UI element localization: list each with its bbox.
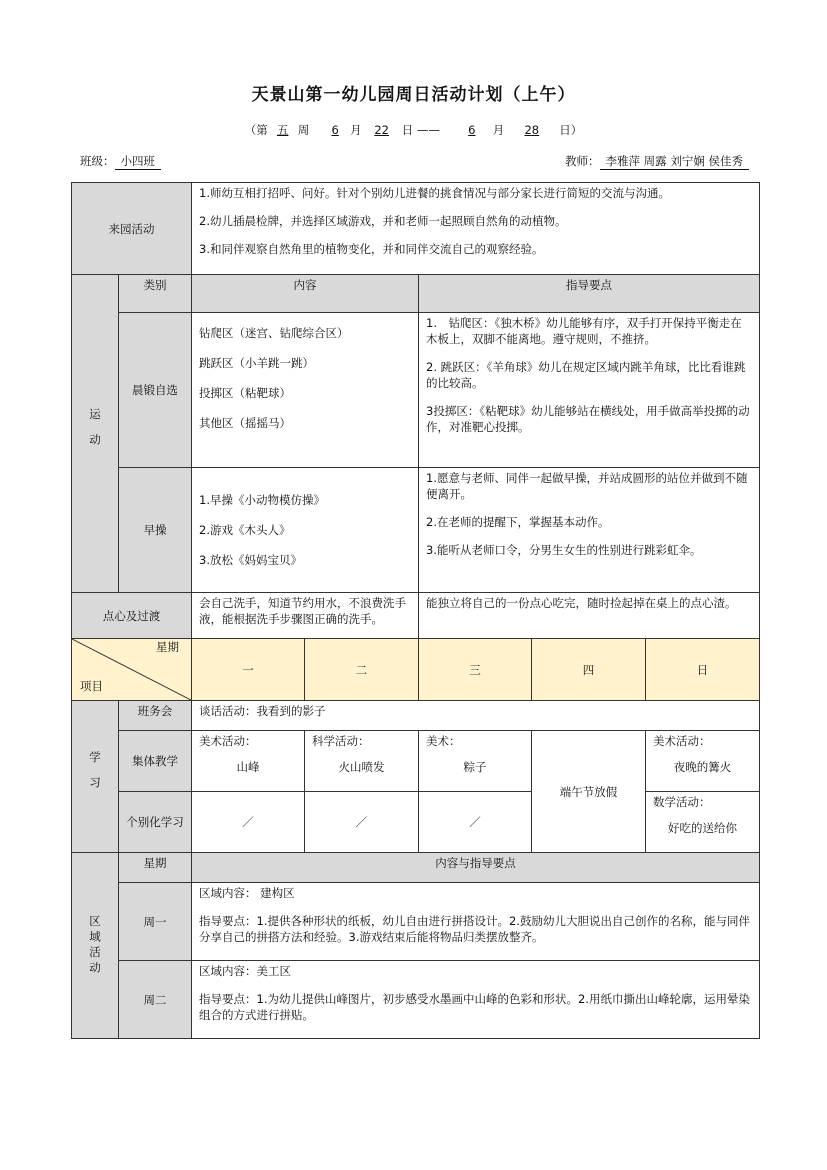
content-item: 钻爬区（迷宫、钻爬综合区） (199, 326, 349, 340)
group-teaching-label: 集体教学 (119, 731, 192, 792)
class-meeting-row (72, 701, 760, 731)
area-mon-content (192, 883, 760, 961)
activity-type: 科学活动： (312, 734, 370, 748)
content-item: 其他区（摇摇马） (199, 416, 291, 430)
content-item: 跳跃区（小羊跳一跳） (199, 356, 314, 370)
guide-item: 2. 跳跃区：《羊角球》幼儿在规定区域内跳羊角球，比比看谁跳的比较高。 (426, 360, 746, 390)
group-teaching-row (72, 731, 760, 792)
exercise-content (192, 468, 419, 593)
sport-label (72, 275, 119, 593)
area-tue-content (192, 961, 760, 1039)
month-label-2: 月 (492, 123, 505, 137)
activity-type: 数学活动： (653, 795, 711, 809)
area-week-header: 星期 (119, 853, 192, 883)
day-label: 日 —— (401, 123, 440, 137)
day-header-tue: 二 (305, 639, 419, 701)
morning-choice-content (192, 313, 419, 468)
snack-guide: 能独立将自己的一份点心吃完，随时捡起掉在桌上的点心渣。 (419, 593, 760, 639)
teacher-value: 李雅萍 周露 刘宁娴 侯佳秀 (600, 153, 749, 170)
teacher-label: 教师： (565, 154, 600, 168)
start-day: 22 (374, 123, 389, 137)
date-range (0, 122, 827, 138)
class-value: 小四班 (115, 153, 162, 170)
snack-label: 点心及过渡 (72, 593, 192, 639)
content-item: 1.早操《小动物模仿操》 (199, 493, 325, 507)
sport-label-text: 运动 (88, 408, 102, 459)
activity-topic: 粽子 (463, 760, 487, 774)
individual-wed: ／ (419, 792, 532, 853)
plan-table (71, 182, 760, 1039)
area-guide: 指导要点：1.为幼儿提供山峰图片，初步感受水墨画中山峰的色彩和形状。2.用纸巾撕出山峰轮廓，运用晕染组合的方式进行拼贴。 (199, 992, 750, 1022)
morning-choice-guide (419, 313, 760, 468)
category-header: 类别 (119, 275, 192, 313)
morning-choice-row (72, 313, 760, 468)
individual-mon: ／ (192, 792, 305, 853)
area-tue-label: 周二 (119, 961, 192, 1039)
class-meeting-label: 班务会 (119, 701, 192, 731)
content-item: 2.游戏《木头人》 (199, 523, 291, 537)
area-mon-label: 周一 (119, 883, 192, 961)
guide-item: 2.在老师的提醒下，掌握基本动作。 (426, 515, 610, 529)
month-label: 月 (350, 123, 362, 137)
corner-item-label: 项目 (80, 679, 103, 693)
teacher-info (565, 153, 749, 170)
week-number: 五 (276, 123, 289, 137)
area-guide: 指导要点：1.提供各种形状的纸板，幼儿自由进行拼搭设计。2.鼓励幼儿大胆说出自己创作的名称，能与同伴分享自己的拼搭方法和经验。3.游戏结束后能将物品归类摆放整齐。 (199, 914, 750, 944)
day-header-sun: 日 (646, 639, 760, 701)
page-title: 天景山第一幼儿园周日活动计划（上午） (251, 85, 576, 105)
snack-content: 会自己洗手，知道节约用水，不浪费洗手液，能根据洗手步骤图正确的洗手。 (192, 593, 419, 639)
activity-topic: 山峰 (236, 760, 260, 774)
activity-type: 美术活动： (653, 734, 711, 748)
guide-item: 1.愿意与老师、同伴一起做早操，并站成圆形的站位并做到不随便离开。 (426, 471, 748, 501)
area-content-header: 内容与指导要点 (192, 853, 760, 883)
end-day: 28 (524, 123, 540, 137)
area-mon-row (72, 883, 760, 961)
exercise-guide (419, 468, 760, 593)
date-close: 日） (559, 123, 583, 137)
corner-weekday-label: 星期 (156, 640, 179, 654)
group-sun (646, 731, 760, 792)
morning-choice-label: 晨锻自选 (119, 313, 192, 468)
individual-sun (646, 792, 760, 853)
activity-topic: 好吃的送给你 (668, 821, 738, 835)
guide-item: 1. 钻爬区：《独木桥》幼儿能够有序，双手打开保持平衡走在木板上，双脚不能离地。遵守规则，不推挤。 (426, 316, 742, 346)
sport-header-row (72, 275, 760, 313)
guide-header: 指导要点 (419, 275, 760, 313)
arrival-label: 来园活动 (72, 183, 192, 275)
area-tue-row (72, 961, 760, 1039)
holiday-cell: 端午节放假 (532, 731, 646, 853)
individual-learning-label: 个别化学习 (119, 792, 192, 853)
study-label-text: 学习 (88, 751, 102, 802)
end-month: 6 (468, 123, 476, 137)
area-label (72, 853, 119, 1039)
area-name: 区域内容：美工区 (199, 964, 291, 978)
exercise-row (72, 468, 760, 593)
activity-type: 美术活动： (199, 734, 257, 748)
guide-item: 3投掷区：《粘靶球》幼儿能够站在横线处，用手做高举投掷的动作，对准靶心投掷。 (426, 404, 750, 434)
week-label: 周 (297, 123, 310, 137)
area-label-text: 区域活动 (88, 914, 102, 977)
arrival-content (192, 183, 760, 275)
class-meeting-content: 谈话活动：我看到的影子 (192, 701, 760, 731)
start-month: 6 (331, 123, 339, 137)
group-tue (305, 731, 419, 792)
date-open: （第 (244, 123, 268, 137)
content-header: 内容 (192, 275, 419, 313)
guide-item: 3.能听从老师口令，分男生女生的性别进行跳彩虹伞。 (426, 543, 702, 557)
content-item: 投掷区（粘靶球） (199, 386, 291, 400)
arrival-item: 2.幼儿插晨检牌，并选择区域游戏，并和老师一起照顾自然角的动植物。 (199, 214, 567, 228)
activity-topic: 夜晚的篝火 (673, 760, 732, 774)
arrival-item: 1.师幼互相打招呼、问好。针对个别幼儿进餐的挑食情况与部分家长进行简短的交流与沟通。 (199, 186, 670, 200)
week-header-row (72, 639, 760, 701)
content-item: 3.放松《妈妈宝贝》 (199, 553, 302, 567)
area-name: 区域内容： 建构区 (199, 886, 295, 900)
class-info (80, 153, 161, 170)
group-mon (192, 731, 305, 792)
class-label: 班级： (80, 154, 115, 168)
day-header-wed: 三 (419, 639, 532, 701)
week-corner-cell (72, 639, 192, 701)
arrival-row (72, 183, 760, 275)
area-header-row (72, 853, 760, 883)
arrival-item: 3.和同伴观察自然角里的植物变化，并和同伴交流自己的观察经验。 (199, 242, 544, 256)
individual-tue: ／ (305, 792, 419, 853)
study-label (72, 701, 119, 853)
individual-learning-row (72, 792, 760, 853)
day-header-mon: 一 (192, 639, 305, 701)
exercise-label: 早操 (119, 468, 192, 593)
group-wed (419, 731, 532, 792)
day-header-thu: 四 (532, 639, 646, 701)
activity-topic: 火山喷发 (338, 760, 385, 774)
snack-row (72, 593, 760, 639)
activity-type: 美术： (426, 734, 461, 748)
